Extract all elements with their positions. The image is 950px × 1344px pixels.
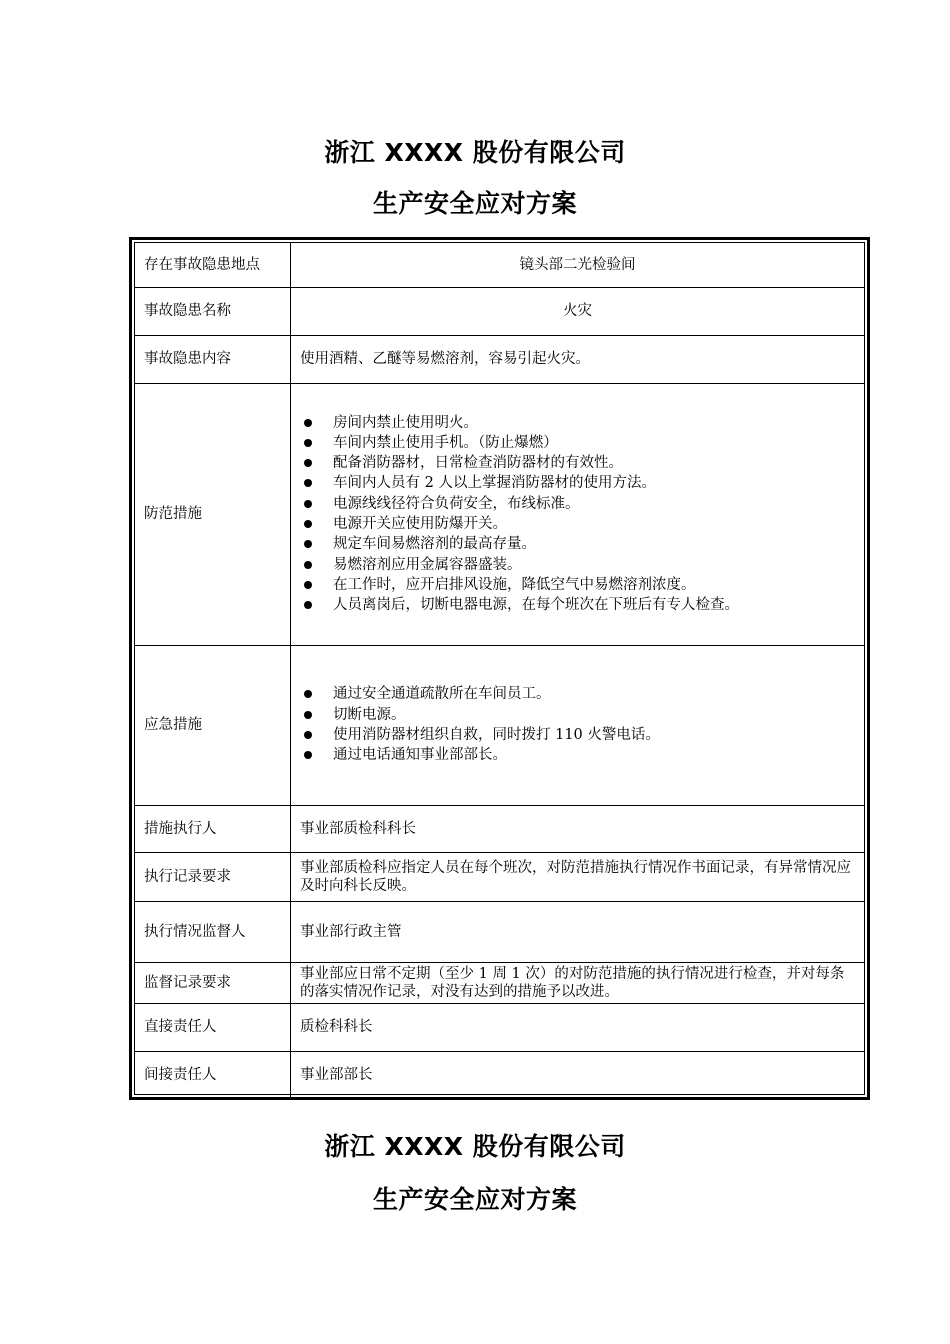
table-row: [135, 1003, 864, 1051]
table-row: [135, 1051, 864, 1098]
list-item: 车间内人员有 2 人以上掌握消防器材的使用方法。: [300, 473, 855, 493]
hazard-name-value: 火灾: [291, 287, 865, 335]
row-label: 执行情况监督人: [135, 901, 291, 962]
list-item: 切断电源。: [300, 705, 855, 725]
prevention-list: [300, 413, 855, 616]
supervision-record-value: 事业部应日常不定期（至少 1 周 1 次）的对防范措施的执行情况进行检查，并对每条的落实情况作记录，对没有达到的措施予以改进。: [291, 962, 865, 1003]
supervisor-value: 事业部行政主管: [291, 901, 865, 962]
row-label: 措施执行人: [135, 805, 291, 852]
table-row: [135, 243, 864, 287]
row-label: 应急措施: [135, 645, 291, 805]
company-title-repeat: 浙江 XXXX 股份有限公司: [324, 1132, 626, 1161]
emergency-cell: [291, 645, 865, 805]
list-item: 易燃溶剂应用金属容器盛装。: [300, 555, 855, 575]
row-label: 存在事故隐患地点: [135, 243, 291, 287]
company-title: 浙江 XXXX 股份有限公司: [324, 138, 626, 167]
location-value: 镜头部二光检验间: [291, 243, 865, 287]
list-item: 电源开关应使用防爆开关。: [300, 514, 855, 534]
row-label: 事故隐患名称: [135, 287, 291, 335]
table-row: [135, 287, 864, 335]
table-row: [135, 335, 864, 383]
list-item: 在工作时，应开启排风设施，降低空气中易燃溶剂浓度。: [300, 575, 855, 595]
safety-plan-table: [135, 243, 864, 1098]
table-row: [135, 645, 864, 805]
table-row: [135, 805, 864, 852]
list-item: 房间内禁止使用明火。: [300, 413, 855, 433]
row-label: 执行记录要求: [135, 852, 291, 901]
list-item: 通过电话通知事业部部长。: [300, 745, 855, 765]
list-item: 配备消防器材，日常检查消防器材的有效性。: [300, 453, 855, 473]
prevention-cell: [291, 383, 865, 645]
table-row: [135, 962, 864, 1003]
execution-record-value: 事业部质检科应指定人员在每个班次，对防范措施执行情况作书面记录，有异常情况应及时向科长反映。: [291, 852, 865, 901]
list-item: 人员离岗后，切断电器电源，在每个班次在下班后有专人检查。: [300, 595, 855, 615]
list-item: 通过安全通道疏散所在车间员工。: [300, 684, 855, 704]
row-label: 事故隐患内容: [135, 335, 291, 383]
table-row: [135, 383, 864, 645]
list-item: 使用消防器材组织自救，同时拨打 110 火警电话。: [300, 725, 855, 745]
row-label: 防范措施: [135, 383, 291, 645]
table-row: [135, 901, 864, 962]
document-title: 生产安全应对方案: [372, 189, 577, 218]
hazard-content-value: 使用酒精、乙醚等易燃溶剂，容易引起火灾。: [291, 335, 865, 383]
document-title-repeat: 生产安全应对方案: [372, 1185, 577, 1214]
list-item: 电源线线径符合负荷安全，布线标准。: [300, 494, 855, 514]
row-label: 监督记录要求: [135, 962, 291, 1003]
emergency-list: [300, 684, 855, 765]
row-label: 间接责任人: [135, 1051, 291, 1098]
list-item: 规定车间易燃溶剂的最高存量。: [300, 534, 855, 554]
row-label: 直接责任人: [135, 1003, 291, 1051]
plan-table-frame: [129, 237, 870, 1100]
list-item: 车间内禁止使用手机。（防止爆燃）: [300, 433, 855, 453]
table-row: [135, 852, 864, 901]
indirect-responsible-value: 事业部部长: [291, 1051, 865, 1098]
executor-value: 事业部质检科科长: [291, 805, 865, 852]
direct-responsible-value: 质检科科长: [291, 1003, 865, 1051]
